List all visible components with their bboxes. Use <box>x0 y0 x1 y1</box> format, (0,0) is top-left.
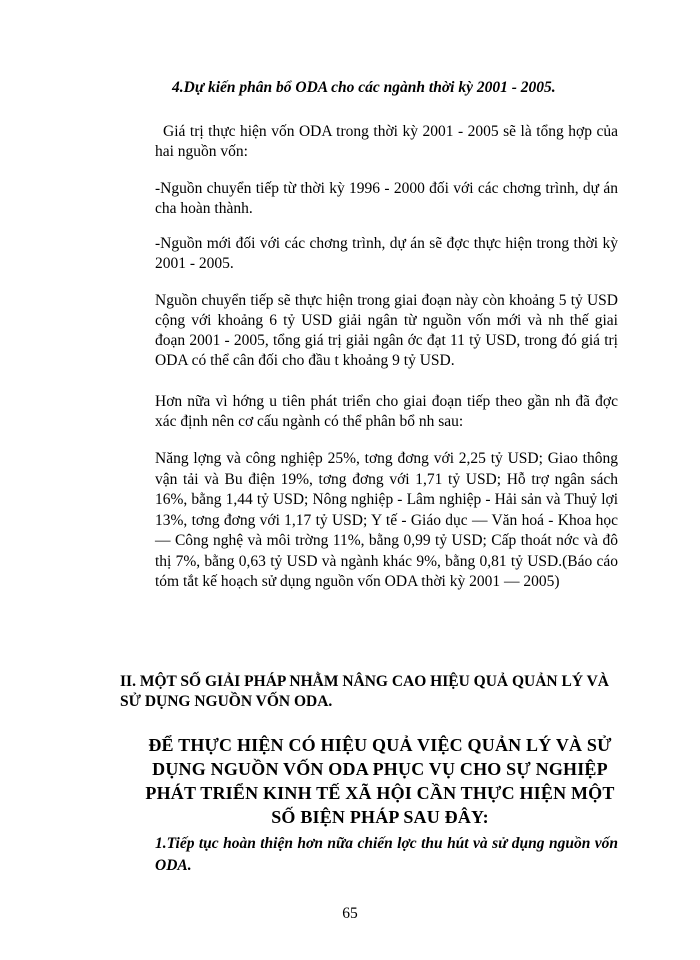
paragraph-text: -Nguồn chuyển tiếp từ thời kỳ 1996 - 2000 đối với các chơng trình, dự án cha hoàn thành. <box>155 180 618 217</box>
paragraph-carryover-source <box>155 179 618 219</box>
paragraph-text: Hơn nữa vì hớng u tiên phát triển cho giai đoạn tiếp theo gần nh đã đợc xác định nên cơ cấu ngành có thể phân bổ nh sau: <box>155 393 618 430</box>
paragraph-text: Giá trị thực hiện vốn ODA trong thời kỳ 2001 - 2005 sẽ là tổng hợp của hai nguồn vốn: <box>155 123 618 160</box>
paragraph-text: -Nguồn mới đối với các chơng trình, dự án sẽ đợc thực hiện trong thời kỳ 2001 - 2005. <box>155 235 618 272</box>
paragraph-disbursement <box>155 291 618 371</box>
paragraph-sector-allocation <box>155 449 618 593</box>
page-number: 65 <box>342 905 358 922</box>
paragraph-text: Năng lợng và công nghiệp 25%, tơng đơng với 2,25 tỷ USD; Giao thông vận tải và Bu điện 19%, tơng đơng với 1,71 tỷ USD; Hỗ trợ ngân sách 16%, bằng 1,44 tỷ USD; Nông nghiệp - Lâm nghiệp - Hải sản và Thuỷ lợi 13%, tơng đơng với 1,17 tỷ USD; Y tế - Giáo dục — Văn hoá - Khoa học — Công nghệ và môi trờng 11%, bằng 0,99 tỷ USD; Cấp thoát nớc và đô thị 7%, bằng 0,63 tỷ USD và ngành khác 9%, bằng 0,81 tỷ USD.(Báo cáo tóm tắt kế hoạch sử dụng nguồn vốn ODA thời kỳ 2001 — 2005) <box>155 450 618 590</box>
section-heading-ii: II. MỘT SỐ GIẢI PHÁP NHẰM NÂNG CAO HIỆU QUẢ QUẢN LÝ VÀ SỬ DỤNG NGUỒN VỐN ODA. <box>120 673 609 710</box>
uppercase-heading: ĐỂ THỰC HIỆN CÓ HIỆU QUẢ VIỆC QUẢN LÝ VÀ SỬ DỤNG NGUỒN VỐN ODA PHỤC VỤ CHO SỰ NGHIỆP PHÁT TRIỂN KINH TẾ XÃ HỘI CẦN THỰC HIỆN MỘT SỐ BIỆN PHÁP SAU ĐÂY: <box>145 735 615 827</box>
paragraph-new-source <box>155 234 618 274</box>
section-4-title: 4.Dự kiến phân bổ ODA cho các ngành thời kỳ 2001 - 2005. <box>172 79 556 96</box>
paragraph-text: Nguồn chuyển tiếp sẽ thực hiện trong giai đoạn này còn khoảng 5 tỷ USD cộng với khoảng 6 tỷ USD giải ngân từ nguồn vốn mới và nh thế giai đoạn 2001 - 2005, tổng giá trị giải ngân ớc đạt 11 tỷ USD, trong đó giá trị ODA có thể cân đối cho đầu t khoảng 9 tỷ USD. <box>155 292 618 369</box>
paragraph-priority <box>155 392 618 432</box>
subsection-1-title: 1.Tiếp tục hoàn thiện hơn nữa chiến lợc thu hút và sử dụng nguồn vốn ODA. <box>155 835 618 874</box>
paragraph-intro <box>155 122 618 162</box>
